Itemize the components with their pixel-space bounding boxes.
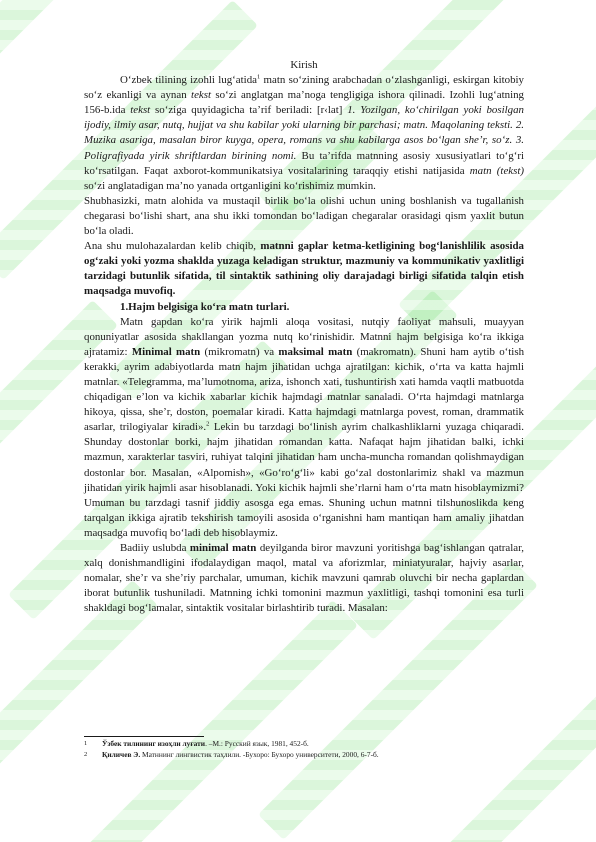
- p5-text-2: deyilganda biror mavzuni yoritishga bag‘ishlangan qatralar, xalq donishmandligini ifodalaydigan maqol, matal va aforizmlar, miniatyuralar, hajviy asarlar, nomalar, she’r va she’riy parchalar, umuman, kichik mavzuni qamrab oluvchi bir necha gaplardan iborat butunlik tushuniladi. Matnning ichki tomonini mazmun yaxlitligi, tashqi tomonini esa turli shakldagi bog‘lamalar, sintaktik vositalar birlashtirib turadi. Masalan:: [84, 542, 524, 615]
- p1-text-1: O‘zbek tilining izohli lug‘atida: [120, 74, 257, 87]
- paragraph-5: [84, 541, 524, 616]
- p4-text-2: (mikromatn) va: [200, 345, 279, 358]
- p1-italic-2: tekst: [130, 104, 151, 117]
- p1-text-3: so‘zi anglatgan ma’noga tengligiga ishora qilinadi. Izohli lug‘atning 156-b.ida: [84, 89, 525, 117]
- page-title: Kirish: [290, 59, 318, 71]
- p1-italic-4: matn (tekst): [469, 164, 524, 177]
- paragraph-4: [84, 315, 524, 541]
- paragraph-3: [84, 239, 524, 299]
- footnote-ref-1: 1: [256, 73, 261, 81]
- p3-text-1: Ana shu mulohazalardan kelib chiqib,: [84, 240, 261, 253]
- p5-bold-minimal: minimal matn: [189, 542, 257, 554]
- p1-text-5: Bu ta’rifda matnning asosiy xususiyatlari to‘g‘ri ko‘rsatilgan. Faqat axborot-kommunikatsiya vositalarining taraqqiy etishi natijasida: [84, 149, 525, 177]
- footnote-details: Матннинг лингвистик таҳлили. -Бухоро: Бухоро университети, 2000, 6-7-б.: [140, 750, 379, 759]
- footnote-1: [84, 738, 524, 749]
- footnote-number: 2: [84, 751, 88, 758]
- paragraph-2: Shubhasizki, matn alohida va mustaqil birlik bo‘la olishi uchun uning boshlanish va tugallanish chegarasi bo‘lishi shart, ana shu ikki tomondan bo‘ladigan chegaralar orasidagi qism yaxlit butun bo‘la oladi.: [84, 194, 524, 238]
- footnote-number: 1: [84, 740, 88, 747]
- p4-bold-maximal: maksimal matn: [278, 345, 353, 358]
- p4-text-1: Matn gapdan ko‘ra yirik hajmli aloqa vositasi, nutqiy faoliyat mahsuli, muayyan qonuniyatlar asosida shakllangan yozma nutq ko‘rinishidir. Matnni hajm belgisiga ko‘ra ikkiga ajratamiz:: [84, 315, 524, 358]
- p1-text-6: so‘zi anglatadigan ma’no yanada ortganligini ko‘rishimiz mumkin.: [84, 179, 376, 192]
- section-heading: 1.Hajm belgisiga ko‘ra matn turlari.: [120, 300, 290, 313]
- paragraph-1: [84, 73, 524, 194]
- p1-italic-1: tekst: [191, 89, 212, 102]
- footnote-ref-2: 2: [206, 420, 210, 428]
- p4-bold-minimal: Minimal matn: [131, 345, 201, 358]
- p4-text-4: Lekin bu tarzdagi bo‘linish ayrim chalkashliklarni yuzaga chiqaradi. Shunday dostonlar borki, hajm jihatidan romandan katta. Nafaqat hajm jihatidan balki, ichki mazmun, xarakterlar tasviri, ruhiyat talqini jihatidan ham uncha-muncha romandan qolishmaydigan dostonlar bor. Masalan, «Alpomish», «Go‘ro‘g‘li» kabi go‘zal dostonlarimiz shakl va mazmun jihatidan yirik hajmli asar hisoblanadi. Yoki kichik hajmli she’rlarni ham o‘rta matn hisoblaymizmi? Umuman bu tarzdagi tasnif jiddiy asosga ega emas. Shuning uchun matnni tilshunoslikda keng tarqalgan ikkiga ajratib tekshirish tamoyili asosida o‘rganishni ham mantiqan ham amaliy jihatdan maqsadga muvofiq bo‘ladi deb hisoblaymiz.: [84, 421, 524, 539]
- footnote-2: [84, 749, 524, 760]
- p1-text-2: matn so‘zining arabchadan o‘zlashganligi, eskirgan kitobiy so‘z ekanligi va aynan: [84, 74, 524, 102]
- footnote-author: Қиличев Э.: [102, 750, 141, 759]
- footnotes: [84, 736, 524, 760]
- p5-text-1: Badiiy uslubda: [120, 542, 190, 554]
- footnote-divider: [84, 736, 204, 737]
- p4-text-3: (makromatn). Shuni ham aytib o‘tish kerakki, ayrim adabiyotlarda matn hajm jihatidan uchga ajratilgan: kichik, o‘rta va katta hajmli matnlar. «Telegramma, ma’lumotnoma, ariza, ishonch xati, tushuntirish xati hamda vaqtli matbuotda chiqadigan e’lon va kichik xabarlar kichik hajmdagi matnlar sanaladi. O‘rta hajmdagi matnlarga hikoya, qissa, she’r, doston, poemalar kiradi. Katta hajmdagi matnlarga povest, roman, drammatik asarlar, trilogiyalar kiradi».: [84, 345, 525, 434]
- p1-definition: 1. Yozilgan, ko‘chirilgan yoki bosilgan ijodiy, ilmiy asar, nutq, hujjat va shu kabilar yoki ularning bir parchasi; matn. Maqolaning teksti. 2. Muzika asariga, masalan biror kuyga, opera, romans va shu kabilarga asos bo‘lgan she’r, so‘z. 3. Poligrafiyada yirik shriftlardan birining nomi.: [84, 104, 524, 162]
- p1-text-4: so‘ziga quyidagicha ta’rif beriladi: [r‹lat]: [150, 104, 348, 117]
- document-body: [84, 58, 524, 616]
- footnote-source: Ўзбек тилининг изоҳли луғати: [102, 739, 206, 748]
- footnote-details: . –М.: Русский язык, 1981, 452-б.: [205, 739, 309, 748]
- p3-definition: matnni gaplar ketma-ketligining bog‘lanishlilik asosida og‘zaki yoki yozma shaklda yuzaga keladigan struktur, mazmuniy va kommunikativ yaxlitligi tarzidagi butunlik sifatida, til sintaktik sathining oliy darajadagi birligi sifatida talqin etish maqsadga muvofiq.: [84, 240, 524, 298]
